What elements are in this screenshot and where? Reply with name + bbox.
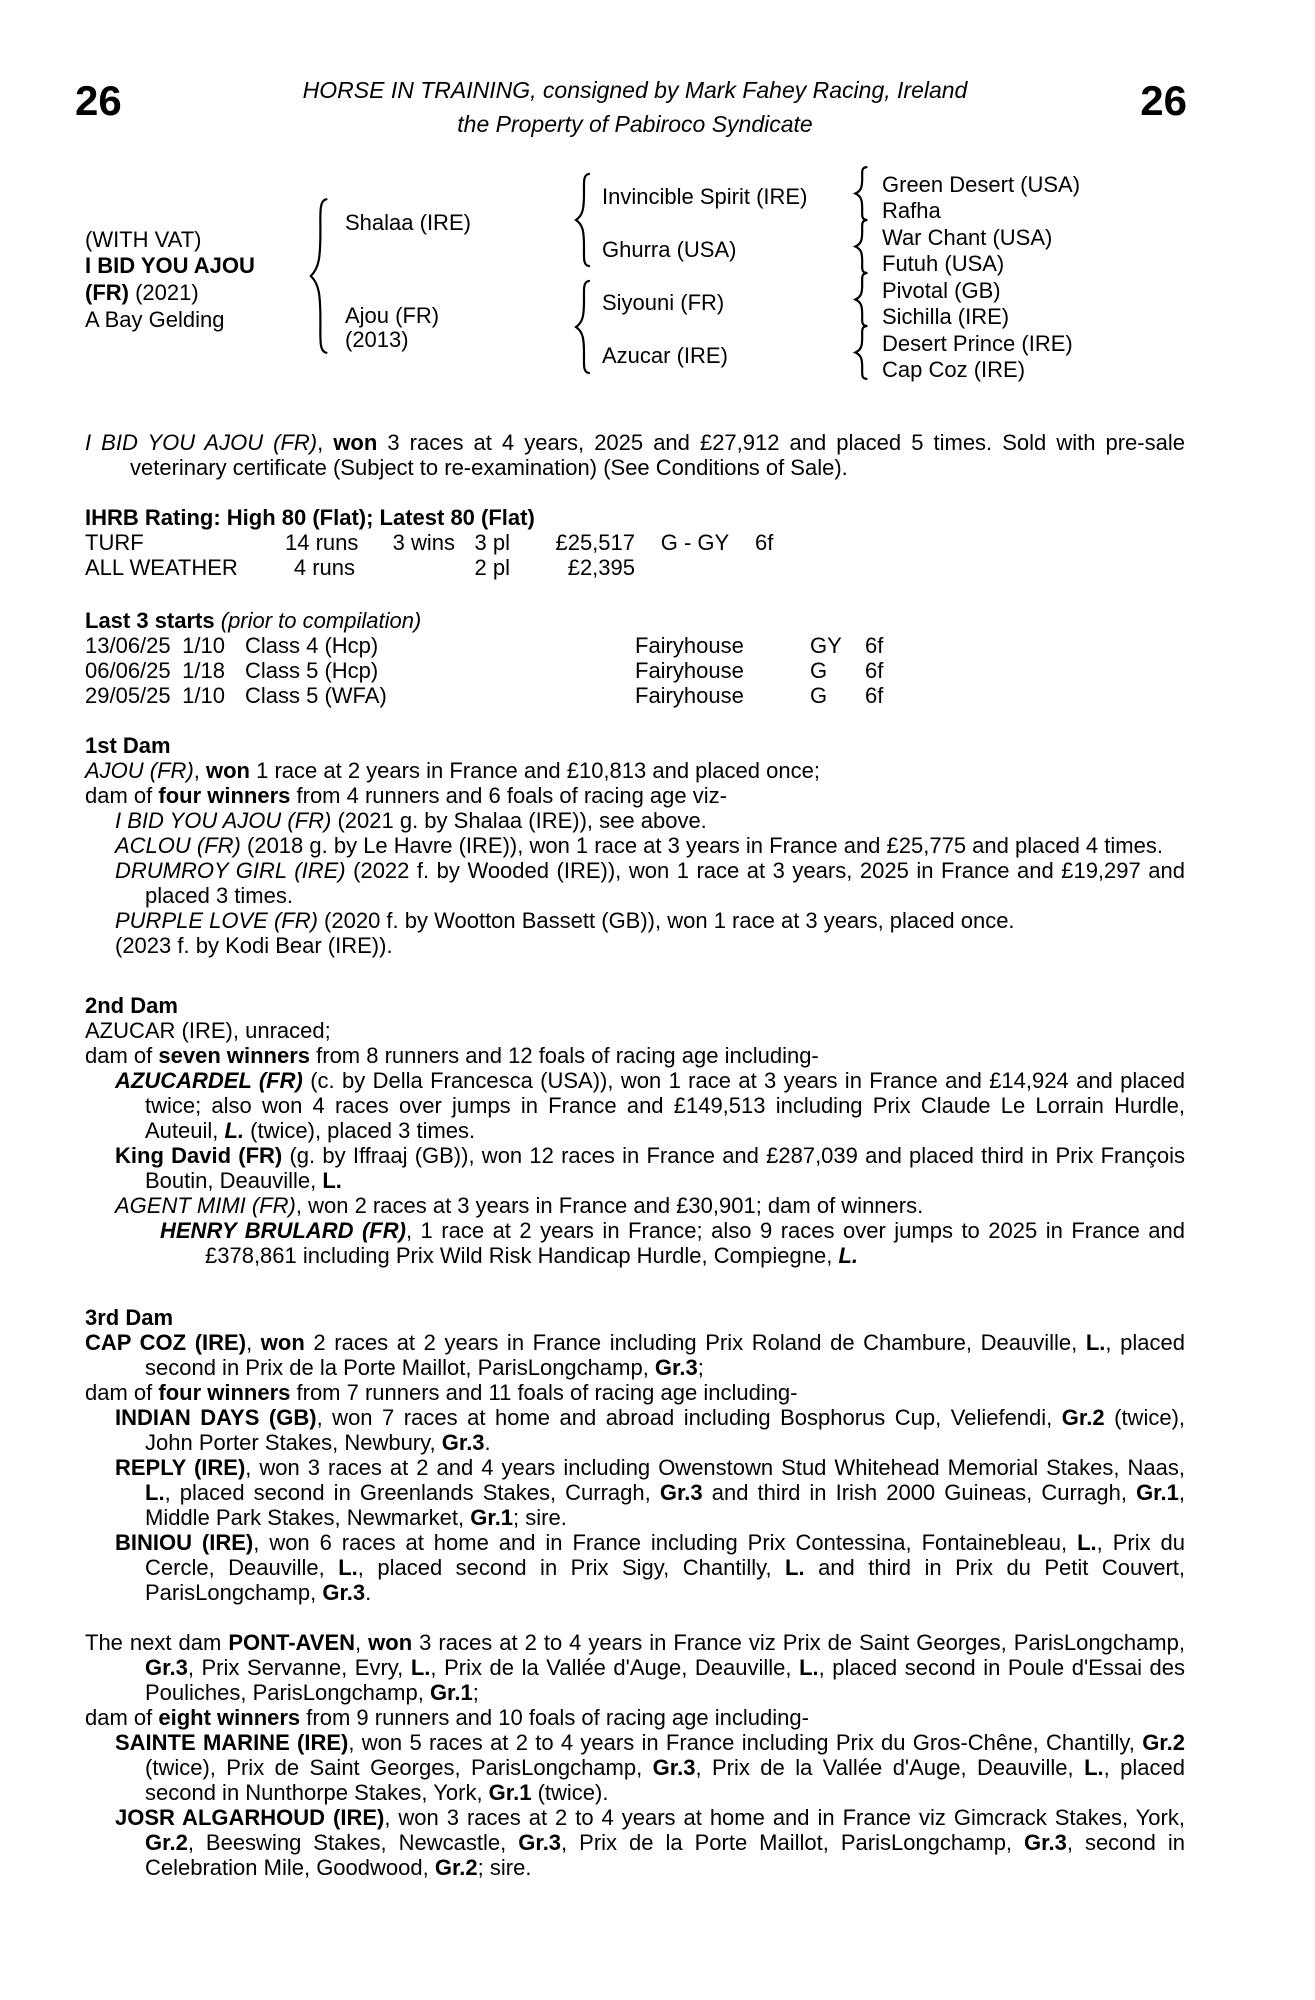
- text-segment: CAP COZ (IRE): [85, 1330, 247, 1355]
- text-segment: (prior to compilation): [214, 608, 422, 633]
- text-segment: ACLOU (FR): [115, 833, 241, 858]
- ihrb-cell: 4 runs: [293, 555, 355, 580]
- text-segment: JOSR ALGARHOUD (IRE): [115, 1805, 385, 1830]
- ihrb-row: [85, 530, 1185, 555]
- text-segment: , Beeswing Stakes, Newcastle,: [187, 1830, 519, 1855]
- ihrb-cell: ALL WEATHER: [85, 555, 238, 580]
- catalogue-text: [85, 430, 1185, 1880]
- pedigree-sire: Shalaa (IRE): [345, 210, 471, 235]
- text-segment: (twice), Prix de Saint Georges, ParisLongchamp,: [145, 1755, 653, 1780]
- pedigree-ancestor: Pivotal (GB): [882, 278, 1001, 303]
- text-segment: , won 7 races at home and abroad including Bosphorus Cup, Veliefendi,: [316, 1405, 1062, 1430]
- text-segment: AZUCAR (IRE), unraced;: [85, 1018, 331, 1043]
- dam-produce-line: [85, 1380, 1185, 1405]
- last3-cell: 6f: [865, 658, 884, 683]
- last3-cell: 13/06/25: [85, 633, 171, 658]
- text-segment: AJOU (FR): [85, 758, 194, 783]
- next-dam-paragraph: [85, 1630, 1185, 1705]
- dam-paragraph: [85, 1018, 1185, 1043]
- dam-paragraph: [85, 758, 1185, 783]
- text-segment: , placed second in Prix de la Porte Maillot, ParisLongchamp,: [145, 1330, 1185, 1380]
- ihrb-cell: 6f: [755, 530, 774, 555]
- text-segment: L.: [1077, 1530, 1097, 1555]
- text-segment: won: [368, 1630, 413, 1655]
- last3-cell: G: [810, 658, 828, 683]
- text-segment: from 7 runners and 11 foals of racing age including-: [290, 1380, 798, 1405]
- last3-cell: Class 5 (Hcp): [245, 658, 379, 683]
- text-segment: PURPLE LOVE (FR): [115, 908, 318, 933]
- ihrb-cell: TURF: [85, 530, 144, 555]
- text-segment: 3rd Dam: [85, 1305, 174, 1330]
- text-segment: (twice).: [531, 1780, 609, 1805]
- text-segment: L.: [785, 1555, 805, 1580]
- subject-year: (2021): [135, 280, 199, 305]
- text-segment: L.: [410, 1655, 431, 1680]
- text-segment: , won 3 races at 2 to 4 years at home and in France viz Gimcrack Stakes, York,: [384, 1805, 1185, 1830]
- text-segment: and third in Irish 2000 Guineas, Curragh,: [702, 1480, 1137, 1505]
- text-segment: , won 5 races at 2 to 4 years in France including Prix du Gros-Chêne, Chantilly,: [348, 1730, 1143, 1755]
- last3-cell: GY: [810, 633, 842, 658]
- text-segment: , won 3 races at 2 and 4 years including Owenstown Stud Whitehead Memorial Stakes, Naas,: [245, 1455, 1185, 1480]
- pedigree-ancestor: Desert Prince (IRE): [882, 331, 1073, 356]
- ihrb-cell: 2 pl: [474, 555, 510, 580]
- dam-paragraph: [85, 1330, 1185, 1380]
- dam-entry: [85, 808, 1185, 833]
- text-segment: 3 races at 4 years, 2025 and £27,912 and placed 5 times. Sold with pre-sale veterinary certificate (Subject to re-examination) (See Conditions of Sale).: [130, 430, 1185, 480]
- subject-description: A Bay Gelding: [85, 307, 225, 332]
- dam-entry: [85, 1530, 1185, 1605]
- text-segment: L.: [1084, 1755, 1104, 1780]
- last3-cell: 1/10: [182, 633, 225, 658]
- text-segment: King David (FR): [115, 1143, 283, 1168]
- dam-entry: [85, 1068, 1185, 1143]
- ihrb-cell: G - GY: [660, 530, 730, 555]
- text-segment: PONT-AVEN: [228, 1630, 356, 1655]
- ihrb-rating-heading: [85, 505, 1185, 530]
- text-segment: L.: [224, 1118, 245, 1143]
- ihrb-cell: £25,517: [555, 530, 635, 555]
- pedigree-brace-icon: [852, 219, 869, 274]
- text-segment: IHRB Rating: High 80 (Flat); Latest 80 (Flat): [85, 505, 535, 530]
- dam-produce-line: [85, 1043, 1185, 1068]
- text-segment: four winners: [158, 783, 291, 808]
- text-segment: ,: [246, 1330, 261, 1355]
- text-segment: Gr.1: [488, 1780, 532, 1805]
- subject-suffix-year: [85, 280, 199, 305]
- text-segment: ;: [472, 1680, 479, 1705]
- pedigree-brace-icon: [852, 272, 869, 327]
- text-segment: Gr.2: [145, 1830, 188, 1855]
- last3-cell: G: [810, 683, 828, 708]
- text-segment: Gr.1: [470, 1505, 514, 1530]
- text-segment: Gr.2: [1142, 1730, 1185, 1755]
- dam-entry: [85, 1218, 1185, 1268]
- text-segment: 2nd Dam: [85, 993, 178, 1018]
- consignor-line: HORSE IN TRAINING, consigned by Mark Fahey Racing, Ireland: [302, 77, 968, 103]
- last3-cell: Class 4 (Hcp): [245, 633, 379, 658]
- text-segment: won: [260, 1330, 305, 1355]
- text-segment: Last 3 starts: [85, 608, 215, 633]
- pedigree-ancestor: Cap Coz (IRE): [882, 357, 1026, 382]
- text-segment: , Prix de la Vallée d'Auge, Deauville,: [695, 1755, 1085, 1780]
- text-segment: , won 2 races at 3 years in France and £30,901; dam of winners.: [295, 1193, 924, 1218]
- last3-cell: Fairyhouse: [635, 633, 744, 658]
- text-segment: , placed second in Prix Sigy, Chantilly,: [357, 1555, 786, 1580]
- pedigree-brace-icon: [852, 166, 869, 221]
- text-segment: , Prix Servanne, Evry,: [187, 1655, 411, 1680]
- last3-cell: Class 5 (WFA): [245, 683, 387, 708]
- ihrb-cell: 14 runs: [285, 530, 359, 555]
- text-segment: L.: [322, 1168, 342, 1193]
- text-segment: Gr.3: [518, 1830, 562, 1855]
- text-segment: seven winners: [158, 1043, 311, 1068]
- text-segment: won: [206, 758, 250, 783]
- ihrb-cell: 3 pl: [474, 530, 510, 555]
- ihrb-cell: [355, 555, 455, 580]
- ihrb-cell: [755, 555, 1185, 580]
- pedigree-ancestor: War Chant (USA): [882, 225, 1053, 250]
- text-segment: L.: [838, 1243, 858, 1268]
- ihrb-cell: [635, 555, 755, 580]
- text-segment: Gr.1: [429, 1680, 473, 1705]
- pedigree-dam: Ajou (FR): [345, 303, 440, 328]
- text-segment: (g. by Iffraaj (GB)), won 12 races in France and £287,039 and placed third in Prix François Boutin, Deauville,: [145, 1143, 1185, 1193]
- text-segment: Gr.3: [322, 1580, 366, 1605]
- text-segment: , won 6 races at home and in France including Prix Contessina, Fontainebleau,: [253, 1530, 1078, 1555]
- text-segment: , Middle Park Stakes, Newmarket,: [145, 1480, 1185, 1530]
- last3-cell: 6f: [865, 683, 884, 708]
- last3-row: [85, 633, 1185, 658]
- text-segment: , second in Celebration Mile, Goodwood,: [145, 1830, 1185, 1880]
- with-vat-label: (WITH VAT): [85, 227, 202, 252]
- text-segment: from 4 runners and 6 foals of racing age viz-: [290, 783, 727, 808]
- text-segment: .: [484, 1430, 491, 1455]
- text-segment: 1st Dam: [85, 733, 171, 758]
- text-segment: , Prix de la Porte Maillot, ParisLongchamp,: [561, 1830, 1025, 1855]
- text-segment: dam of: [85, 1380, 159, 1405]
- dam-entry: [85, 1193, 1185, 1218]
- text-segment: ; sire.: [477, 1855, 532, 1880]
- race-record-paragraph: [85, 430, 1185, 480]
- text-segment: (2022 f. by Wooded (IRE)), won 1 race at 3 years, 2025 in France and £19,297 and placed 3 times.: [145, 858, 1185, 908]
- dam-entry: [85, 1455, 1185, 1530]
- ihrb-row: [85, 555, 1185, 580]
- subject-name: I BID YOU AJOU: [85, 253, 255, 278]
- first-dam-heading: [85, 733, 1185, 758]
- last-starts-heading: [85, 608, 1185, 633]
- ihrb-stats-table: [85, 530, 1185, 580]
- second-dam-heading: [85, 993, 1185, 1018]
- text-segment: (twice), placed 3 times.: [244, 1118, 476, 1143]
- text-segment: .: [365, 1580, 372, 1605]
- last3-row: [85, 683, 1185, 708]
- last-starts-table: [85, 633, 1185, 708]
- text-segment: dam of: [85, 783, 159, 808]
- third-dam-heading: [85, 1305, 1185, 1330]
- dam-entry: [85, 1143, 1185, 1193]
- last3-cell: 1/10: [182, 683, 225, 708]
- text-segment: HENRY BRULARD (FR): [160, 1218, 406, 1243]
- text-segment: dam of: [85, 1705, 159, 1730]
- text-segment: DRUMROY GIRL (IRE): [115, 858, 346, 883]
- text-segment: INDIAN DAYS (GB): [115, 1405, 317, 1430]
- pedigree-brace-icon: [852, 325, 869, 380]
- text-segment: , Prix du Cercle, Deauville,: [145, 1530, 1185, 1580]
- last3-cell: 29/05/25: [85, 683, 171, 708]
- text-segment: ,: [193, 758, 206, 783]
- pedigree-ancestor: Green Desert (USA): [882, 172, 1081, 197]
- dam-entry: [85, 1730, 1185, 1805]
- lot-number-left: 26: [75, 77, 122, 124]
- text-segment: ,: [317, 430, 334, 455]
- pedigree-ancestor: Futuh (USA): [882, 251, 1005, 276]
- text-segment: from 9 runners and 10 foals of racing age including-: [300, 1705, 809, 1730]
- last3-cell: Fairyhouse: [635, 658, 744, 683]
- pedigree-grandsire: Siyouni (FR): [602, 290, 725, 315]
- text-segment: I BID YOU AJOU (FR): [85, 430, 318, 455]
- ihrb-cell: 3 wins: [392, 530, 455, 555]
- pedigree-brace-icon: [572, 279, 592, 375]
- text-segment: Gr.2: [1061, 1405, 1105, 1430]
- text-segment: (2023 f. by Kodi Bear (IRE)).: [115, 933, 393, 958]
- last3-cell: Fairyhouse: [635, 683, 744, 708]
- text-segment: eight winners: [158, 1705, 301, 1730]
- dam-produce-line: [85, 783, 1185, 808]
- pedigree-brace-icon: [572, 172, 592, 268]
- pedigree-brace-icon: [306, 196, 330, 356]
- last3-cell: 6f: [865, 633, 884, 658]
- text-segment: Gr.2: [434, 1855, 478, 1880]
- text-segment: , placed second in Poule d'Essai des Pouliches, ParisLongchamp,: [145, 1655, 1186, 1705]
- ihrb-cell: £2,395: [567, 555, 635, 580]
- text-segment: ;: [697, 1355, 704, 1380]
- text-segment: , Prix de la Vallée d'Auge, Deauville,: [430, 1655, 800, 1680]
- text-segment: L.: [145, 1480, 165, 1505]
- last3-row: [85, 658, 1185, 683]
- text-segment: 1 race at 2 years in France and £10,813 and placed once;: [250, 758, 820, 783]
- text-segment: four winners: [158, 1380, 291, 1405]
- lot-number-right: 26: [1140, 77, 1187, 124]
- dam-entry: [85, 933, 1185, 958]
- text-segment: AZUCARDEL (FR): [115, 1068, 303, 1093]
- text-segment: ,: [355, 1630, 369, 1655]
- text-segment: (2021 g. by Shalaa (IRE)), see above.: [331, 808, 707, 833]
- text-segment: L.: [799, 1655, 819, 1680]
- text-segment: won: [333, 430, 378, 455]
- text-segment: ; sire.: [513, 1505, 567, 1530]
- pedigree-ancestor: Sichilla (IRE): [882, 304, 1010, 329]
- text-segment: SAINTE MARINE (IRE): [115, 1730, 349, 1755]
- text-segment: (2020 f. by Wootton Bassett (GB)), won 1 race at 3 years, placed once.: [317, 908, 1015, 933]
- text-segment: I BID YOU AJOU (FR): [115, 808, 332, 833]
- text-segment: Gr.3: [652, 1755, 696, 1780]
- text-segment: 2 races at 2 years in France including Prix Roland de Chambure, Deauville,: [304, 1330, 1086, 1355]
- text-segment: AGENT MIMI (FR): [115, 1193, 296, 1218]
- text-segment: Gr.3: [659, 1480, 703, 1505]
- pedigree-granddam: Azucar (IRE): [602, 343, 728, 368]
- pedigree-ancestor: Rafha: [882, 198, 941, 223]
- text-segment: Gr.3: [145, 1655, 188, 1680]
- text-segment: L.: [1085, 1330, 1106, 1355]
- dam-entry: [85, 908, 1185, 933]
- text-segment: Gr.3: [1024, 1830, 1067, 1855]
- text-segment: The next dam: [85, 1630, 229, 1655]
- dam-entry: [85, 833, 1185, 858]
- text-segment: and third in Prix du Petit Couvert, ParisLongchamp,: [145, 1555, 1185, 1605]
- subject-suffix: (FR): [85, 280, 129, 305]
- text-segment: (twice), John Porter Stakes, Newbury,: [145, 1405, 1186, 1455]
- text-segment: from 8 runners and 12 foals of racing age including-: [310, 1043, 819, 1068]
- text-segment: Gr.3: [441, 1430, 485, 1455]
- text-segment: Gr.3: [654, 1355, 698, 1380]
- text-segment: L.: [338, 1555, 358, 1580]
- pedigree-dam-year: (2013): [345, 327, 409, 352]
- text-segment: BINIOU (IRE): [115, 1530, 254, 1555]
- text-segment: , 1 race at 2 years in France; also 9 races over jumps to 2025 in France and £378,861 including Prix Wild Risk Handicap Hurdle, Compiegne,: [205, 1218, 1185, 1268]
- property-line: the Property of Pabiroco Syndicate: [457, 111, 813, 137]
- dam-produce-line: [85, 1705, 1185, 1730]
- dam-entry: [85, 1405, 1185, 1455]
- pedigree-granddam: Ghurra (USA): [602, 237, 737, 262]
- text-segment: REPLY (IRE): [115, 1455, 246, 1480]
- text-segment: (2018 g. by Le Havre (IRE)), won 1 race at 3 years in France and £25,775 and placed 4 times.: [240, 833, 1163, 858]
- pedigree-grandsire: Invincible Spirit (IRE): [602, 184, 808, 209]
- text-segment: dam of: [85, 1043, 159, 1068]
- text-segment: Gr.1: [1136, 1480, 1179, 1505]
- dam-entry: [85, 1805, 1185, 1880]
- last3-cell: 06/06/25: [85, 658, 171, 683]
- text-segment: (c. by Della Francesca (USA)), won 1 race at 3 years in France and £14,924 and placed twice; also won 4 races over jumps in France and £149,513 including Prix Claude Le Lorrain Hurdle, Auteuil,: [145, 1068, 1185, 1143]
- text-segment: 3 races at 2 to 4 years in France viz Prix de Saint Georges, ParisLongchamp,: [412, 1630, 1185, 1655]
- text-segment: , placed second in Greenlands Stakes, Curragh,: [164, 1480, 660, 1505]
- text-segment: , placed second in Nunthorpe Stakes, York,: [145, 1755, 1186, 1805]
- last3-cell: 1/18: [182, 658, 225, 683]
- dam-entry: [85, 858, 1185, 908]
